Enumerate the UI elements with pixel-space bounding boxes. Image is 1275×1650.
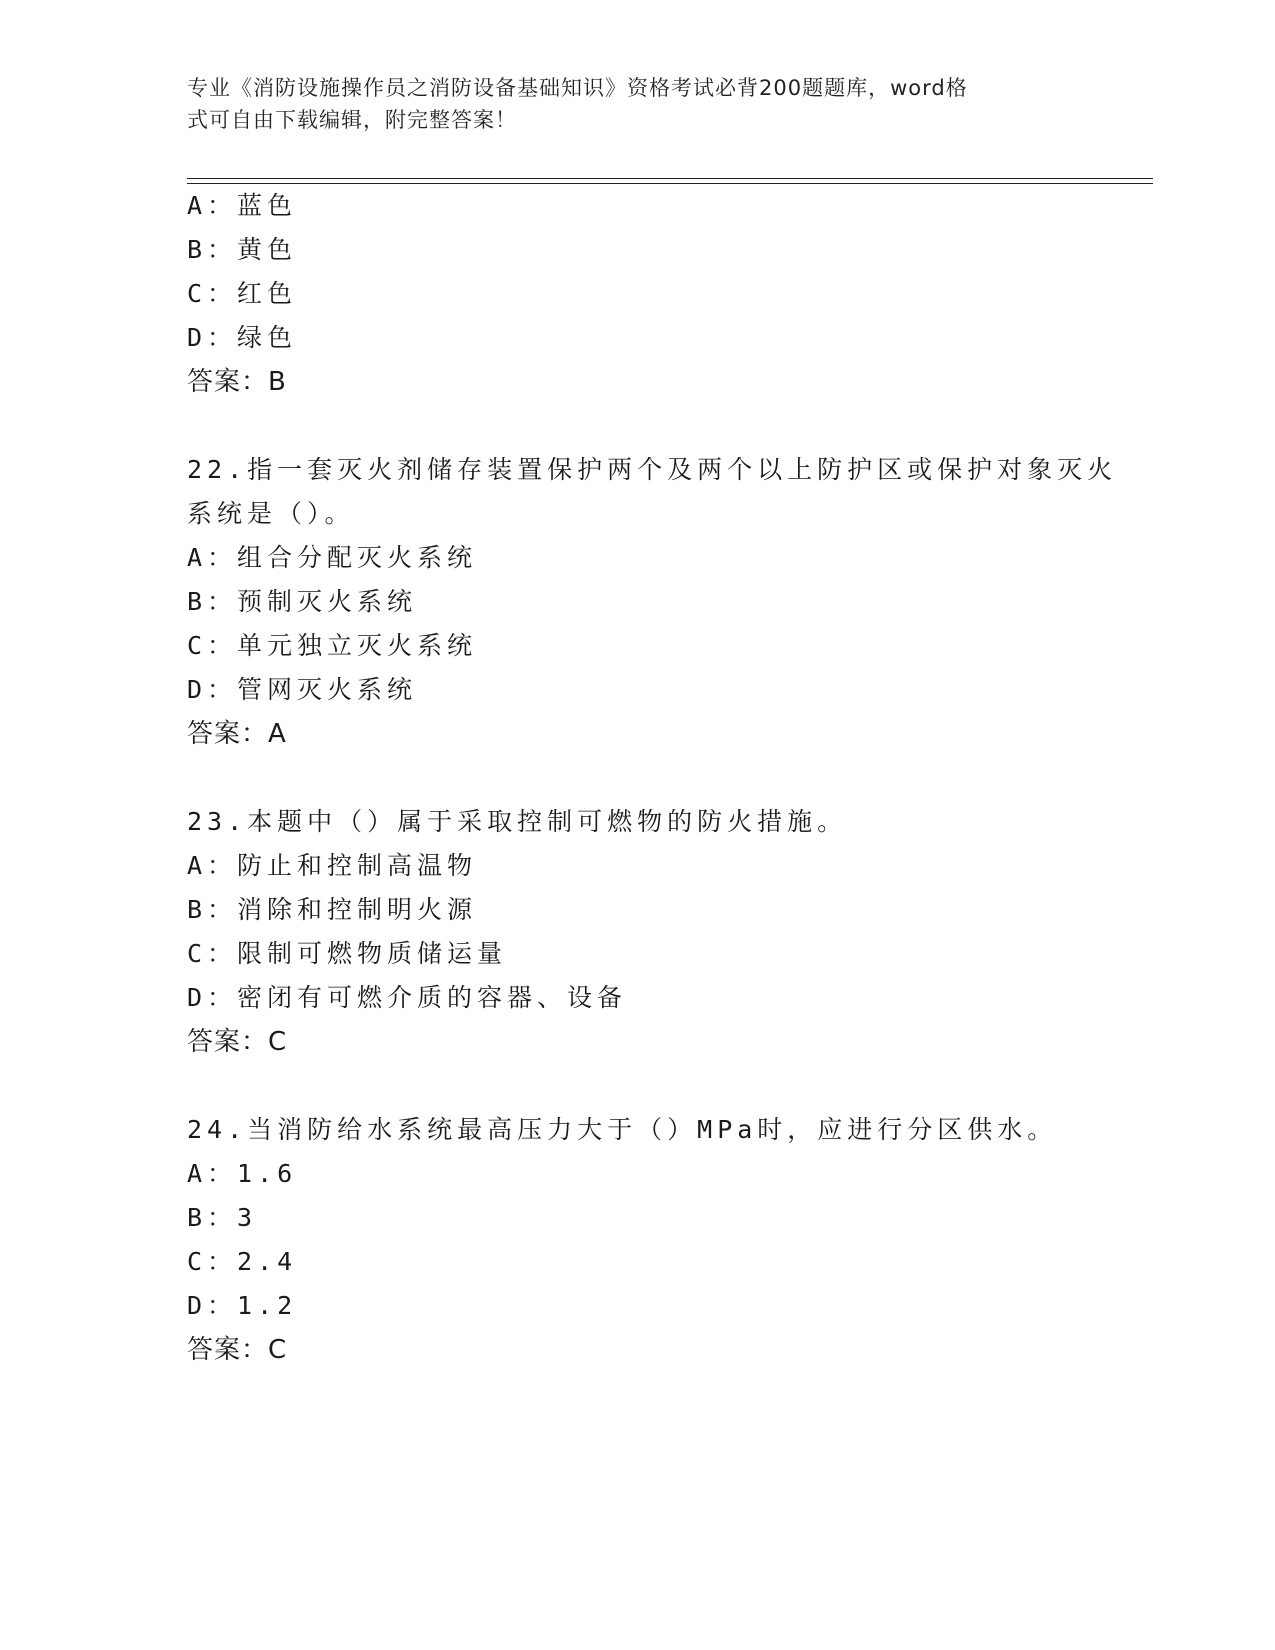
q21-answer: 答案：B bbox=[187, 367, 287, 397]
q22-option-c: C：单元独立灭火系统 bbox=[187, 631, 478, 660]
header-rule-bottom bbox=[187, 183, 1153, 184]
q22-option-d: D：管网灭火系统 bbox=[187, 675, 418, 704]
q23-stem-line-1: 23.本题中（）属于采取控制可燃物的防火措施。 bbox=[187, 807, 848, 836]
q24-stem-line-1: 24.当消防给水系统最高压力大于（）MPa时，应进行分区供水。 bbox=[187, 1115, 1058, 1144]
q23-answer: 答案：C bbox=[187, 1027, 288, 1057]
q23-option-c: C：限制可燃物质储运量 bbox=[187, 939, 508, 968]
header-line-2: 式可自由下载编辑，附完整答案！ bbox=[187, 108, 517, 132]
q21-option-d: D：绿色 bbox=[187, 323, 298, 352]
header-rule-top bbox=[187, 178, 1153, 179]
q24-option-b: B：3 bbox=[187, 1203, 258, 1232]
header-line-1: 专业《消防设施操作员之消防设备基础知识》资格考试必背200题题库，word格 bbox=[187, 76, 968, 100]
q22-answer: 答案：A bbox=[187, 719, 287, 749]
q21-option-b: B：黄色 bbox=[187, 235, 298, 264]
document-header bbox=[187, 72, 1067, 136]
q24-option-a: A：1.6 bbox=[187, 1159, 298, 1188]
q23-option-d: D：密闭有可燃介质的容器、设备 bbox=[187, 983, 628, 1012]
q21-option-a: A：蓝色 bbox=[187, 191, 298, 220]
q22-option-a: A：组合分配灭火系统 bbox=[187, 543, 478, 572]
q22-stem-line-1: 22.指一套灭火剂储存装置保护两个及两个以上防护区或保护对象灭火 bbox=[187, 455, 1118, 484]
q23-option-b: B：消除和控制明火源 bbox=[187, 895, 478, 924]
q24-answer: 答案：C bbox=[187, 1335, 288, 1365]
q23-option-a: A：防止和控制高温物 bbox=[187, 851, 478, 880]
q21-option-c: C：红色 bbox=[187, 279, 298, 308]
q22-option-b: B：预制灭火系统 bbox=[187, 587, 418, 616]
q24-option-c: C：2.4 bbox=[187, 1247, 298, 1276]
q22-stem-line-2: 系统是（）。 bbox=[187, 499, 355, 528]
q24-option-d: D：1.2 bbox=[187, 1291, 298, 1320]
